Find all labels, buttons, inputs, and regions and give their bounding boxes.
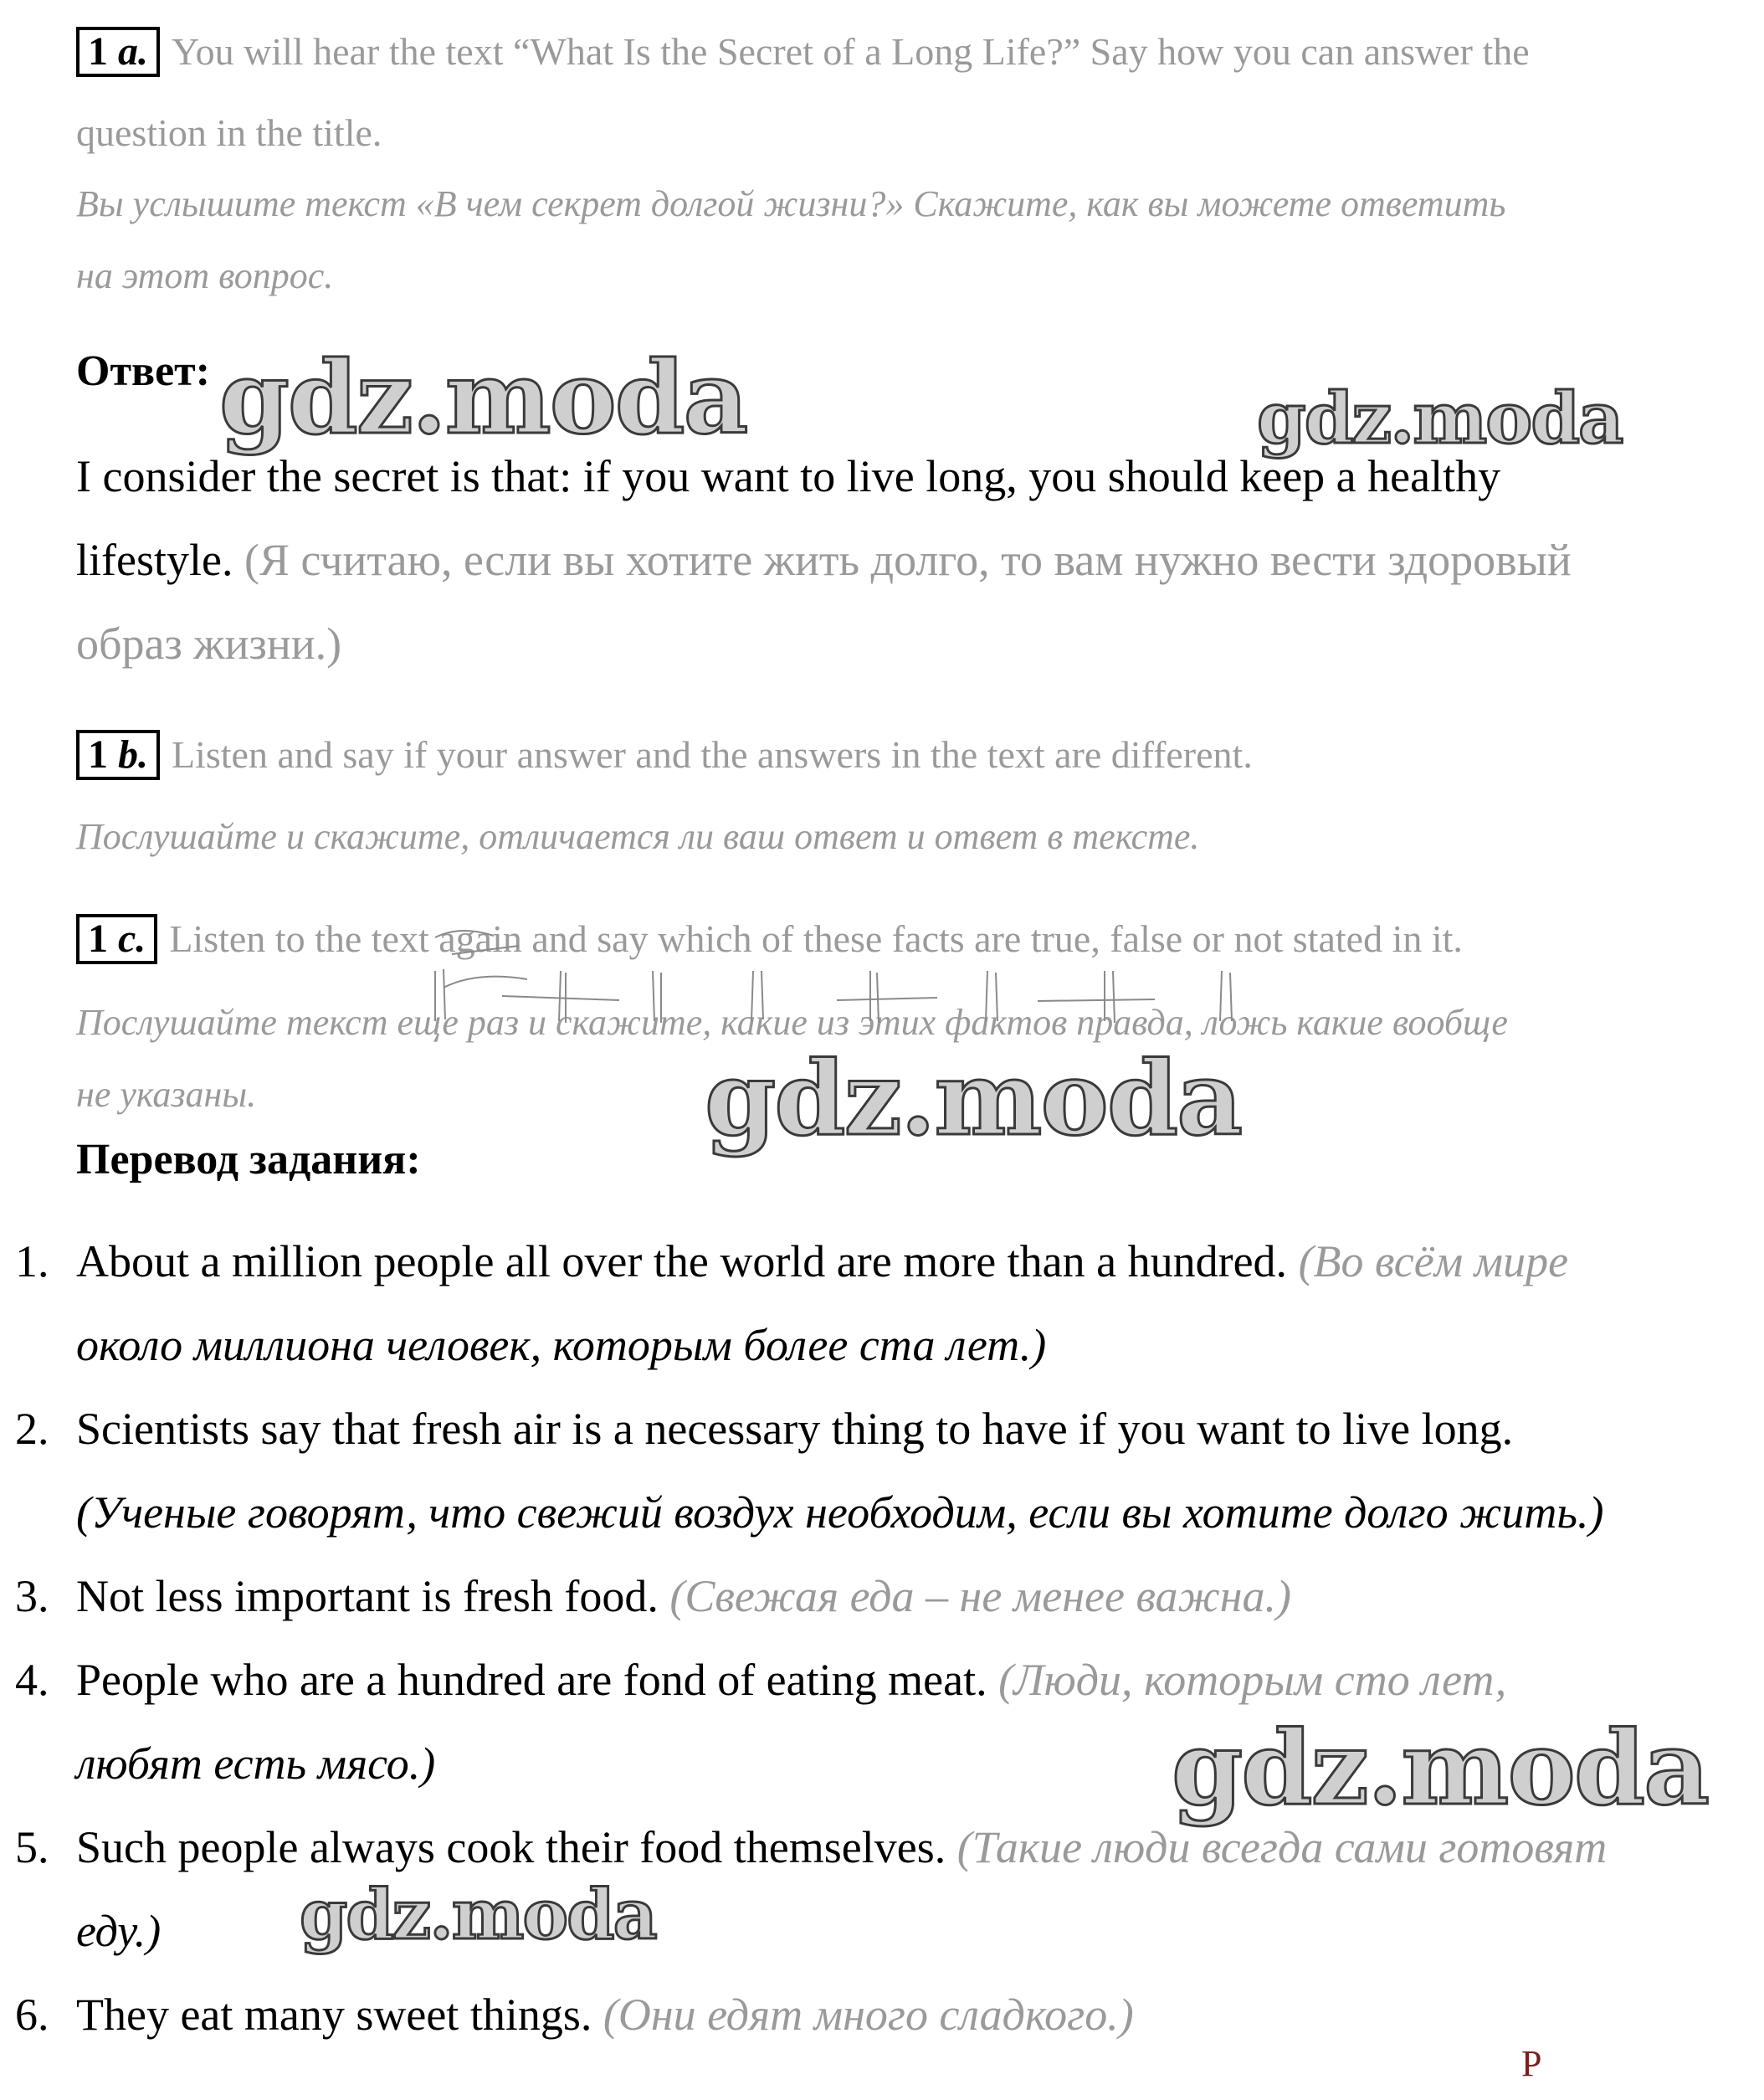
item-1-ru-a: (Во всём мире [1298,1236,1569,1286]
task-1b-line [76,730,1253,780]
item-6-line [76,1989,1134,2041]
item-1-en: About a million people all over the world are more than a hundred. [76,1236,1288,1286]
task-1a-label: 1 a. [76,27,160,77]
item-1-ru-b: около миллиона человек, которым более ста лет.) [76,1320,1047,1370]
pencil-scribble [402,921,1372,1038]
item-5-line1 [76,1821,1607,1873]
item-5-en: Such people always cook their food themselves. [76,1822,946,1872]
answer-line2 [76,534,1572,586]
item-2-number: 2. [15,1404,49,1454]
watermark-logo: gdz.moda [705,1038,1242,1158]
item-3-ru-a: (Свежая еда – не менее важна.) [669,1571,1292,1621]
item-2-en: Scientists say that fresh air is a necessary thing to have if you want to live long. [76,1404,1514,1454]
answer-label: Ответ: [76,347,211,395]
item-5-ru-a: (Такие люди всегда сами готовят [956,1822,1608,1872]
item-5-ru-b: еду.) [76,1906,162,1956]
item-4-en: People who are a hundred are fond of eating meat. [76,1655,987,1705]
answer-line2-ru: (Я считаю, если вы хотите жить долго, то вам нужно вести здоровый [244,535,1572,585]
corner-mark: P [1521,2043,1542,2084]
task-1c-label: 1 c. [76,914,157,964]
item-1-line1 [76,1235,1568,1287]
task-1a-ru-line2: на этот вопрос. [76,255,334,296]
item-6-number: 6. [15,1990,49,2040]
item-4-line1 [76,1654,1506,1706]
item-3-en: Not less important is fresh food. [76,1571,659,1621]
answer-line3: образ жизни.) [76,619,342,669]
task-1a-ru-line1: Вы услышите текст «В чем секрет долгой жизни?» Скажите, как вы можете ответить [76,183,1506,224]
item-4-number: 4. [15,1655,49,1705]
task-1b-text: Listen and say if your answer and the answers in the text are different. [172,733,1253,776]
item-3-line [76,1570,1291,1622]
watermark-logo: gdz.moda [300,1875,656,1955]
watermark-logo: gdz.moda [1172,1707,1709,1828]
watermark-logo: gdz.moda [219,339,747,457]
task-1a-line1 [76,27,1530,77]
watermark-logo: gdz.moda [1257,377,1623,460]
task-1c-text: Listen to the text again and say which of these facts are true, false or not stated in it. [169,917,1463,960]
item-6-en: They eat many sweet things. [76,1990,592,2040]
item-2-ru-b: (Ученые говорят, что свежий воздух необходим, если вы хотите долго жить.) [76,1487,1604,1538]
item-4-ru-b: любят есть мясо.) [76,1738,436,1789]
task-1b-ru-line: Послушайте и скажите, отличается ли ваш ответ и ответ в тексте. [76,816,1200,857]
task-1b-label: 1 b. [76,730,160,780]
item-1-number: 1. [15,1236,49,1286]
answer-line2-en: lifestyle. [76,535,233,585]
item-5-number: 5. [15,1822,49,1872]
item-3-number: 3. [15,1571,49,1621]
task-1c-ru-line1: Послушайте текст еще раз и скажите, какие из этих фактов правда, ложь какие вообще [76,1002,1508,1043]
task-1a-line2: question in the title. [76,111,382,154]
translation-label: Перевод задания: [76,1136,421,1183]
task-1c-ru-line2: не указаны. [76,1074,257,1115]
item-6-ru-a: (Они едят много сладкого.) [603,1990,1134,2040]
task-1a-text: You will hear the text “What Is the Secret of a Long Life?” Say how you can answer the [172,30,1530,73]
answer-line1: I consider the secret is that: if you want to live long, you should keep a healthy [76,451,1501,501]
item-4-ru-a: (Люди, которым сто лет, [998,1655,1507,1705]
